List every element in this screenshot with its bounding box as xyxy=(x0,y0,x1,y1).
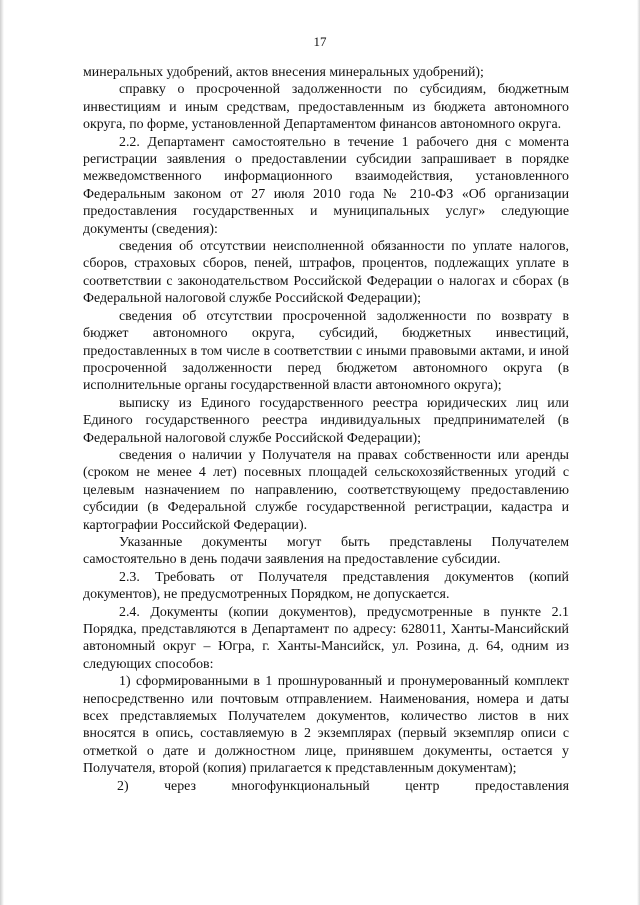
paragraph-continuation: минеральных удобрений, актов внесения минеральных удобрений); xyxy=(83,65,484,80)
paragraph-2-4: 2.4. Документы (копии документов), предусмотренные в пункте 2.1 Порядка, представляются в Департамент по адресу: 628011, Ханты-Мансийский автономный округ – Югра, г. Ханты-Мансийск, ул. Розина, д. 64, одним из следующих способов: xyxy=(83,604,569,672)
paragraph-method-1: 1) сформированными в 1 прошнурованный и пронумерованный комплект непосредственно или почтовым отправлением. Наименования, номера и даты всех представляемых Получателем документов, количество листов в них вносятся в опись, составляемую в 2 экземплярах (первый экземпляр описи с отметкой о дате и должностном лице, принявшем документы, остается у Получателя, второй (копия) прилагается к представленным документам); xyxy=(83,674,569,777)
paragraph-2-3: 2.3. Требовать от Получателя представления документов (копий документов), не предусмотренных Порядком, не допускается. xyxy=(83,569,569,603)
page-number: 17 xyxy=(313,34,327,49)
paragraph-method-2: 2) через многофункциональный центр предоставления xyxy=(117,778,569,794)
document-body xyxy=(83,64,569,795)
paragraph-land-rights-info: сведения о наличии у Получателя на правах собственности или аренды (сроком не менее 4 лет) посевных площадей сельскохозяйственных угодий с целевым назначением по направлению, соответствующему предоставлению субсидии (в Федеральной службе государственной регистрации, кадастра и картографии Российской Федерации). xyxy=(83,447,569,533)
paragraph-self-submission: Указанные документы могут быть представлены Получателем самостоятельно в день подачи заявления на предоставление субсидии. xyxy=(83,534,569,568)
paragraph-2-2: 2.2. Департамент самостоятельно в течение 1 рабочего дня с момента регистрации заявления о предоставлении субсидии запрашивает в порядке межведомственного информационного взаимодействия, установленного Федеральным законом от 27 июля 2010 года № 210-ФЗ «Об организации предоставления государственных и муниципальных услуг» следующие документы (сведения): xyxy=(83,134,569,237)
scan-edge-left xyxy=(0,0,4,905)
paragraph-registry-extract: выписку из Единого государственного реестра юридических лиц или Единого государственного реестра индивидуальных предпринимателей (в Федеральной налоговой службе Российской Федерации); xyxy=(83,395,569,446)
paragraph-tax-obligation-info: сведения об отсутствии неисполненной обязанности по уплате налогов, сборов, страховых сборов, пеней, штрафов, процентов, подлежащих уплате в соответствии с законодательством Российской Федерации о налогах и сборах (в Федеральной налоговой службе Российской Федерации); xyxy=(83,239,569,307)
paragraph-overdue-debt-certificate: справку о просроченной задолженности по субсидиям, бюджетным инвестициям и иным средствам, предоставленным из бюджета автономного округа, по форме, установленной Департаментом финансов автономного округа. xyxy=(83,82,569,133)
paragraph-budget-debt-info: сведения об отсутствии просроченной задолженности по возврату в бюджет автономного округа, субсидий, бюджетных инвестиций, предоставленных в том числе в соответствии с иными правовыми актами, и иной просроченной задолженности перед бюджетом автономного округа (в исполнительные органы государственной власти автономного округа); xyxy=(83,308,569,394)
